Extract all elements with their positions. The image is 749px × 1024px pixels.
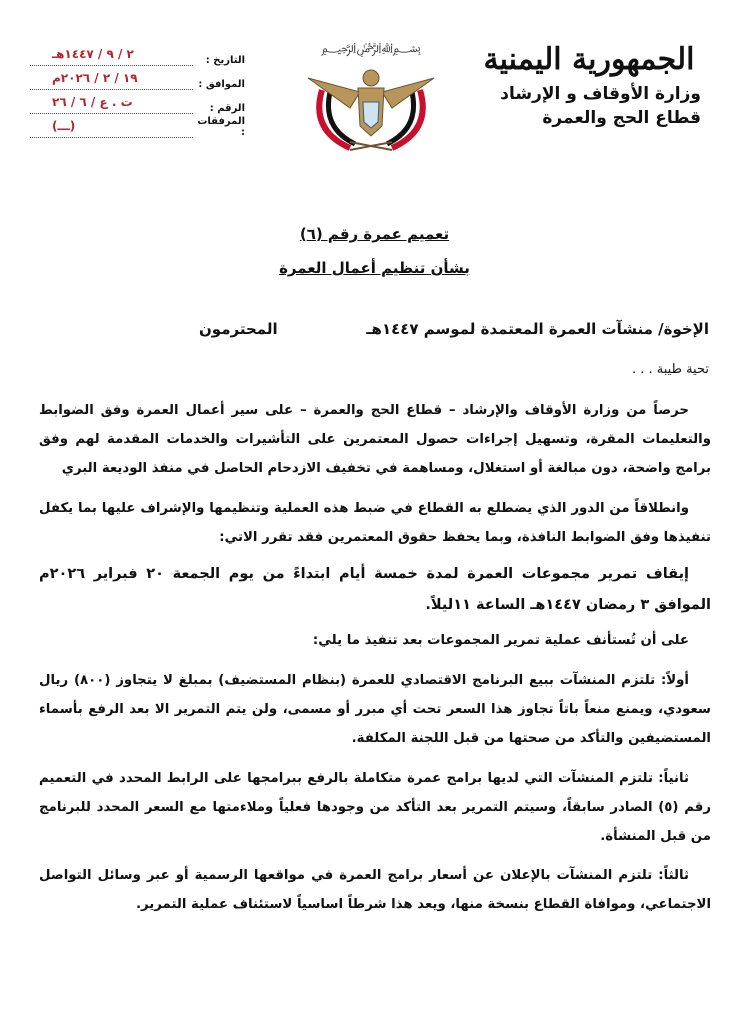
letterhead-issuer [469,38,709,130]
item-text: تلتزم المنشآت بالإعلان عن أسعار برامج العمرة في مواقعها الرسمية أو عبر وسائل التواصل الاجتماعي، وموافاة القطاع بنسخة منها، ويعد هذا شرطاً اساسياً لاستئناف عملية التمرير. [39,868,711,912]
meta-attachments [30,114,245,138]
document-subtitle [0,259,749,277]
item-text: تلتزم المنشآت التي لديها برامج عمرة متكاملة بالرفع ببرامجها على الرابط المحدد في التعميم رقم (٥) الصادر سابقاً، وسيتم التمرير بعد التأكد من وجودها فعلياً وملاءمتها مع السعر المحدد للبرنامج من قبل المنشأة. [39,771,711,844]
greeting: تحية طيبة . . . [632,362,709,377]
meta-value: ١٩ / ٢ / ٢٠٢٦م [30,71,193,90]
meta-label: المرفقات : [197,116,245,138]
honorific: المحترمون [199,320,278,338]
meta-label: الموافق : [198,79,245,90]
decision-paragraph: إيقاف تمرير مجموعات العمرة لمدة خمسة أيام ابتداءً من يوم الجمعة ٢٠ فبراير ٢٠٢٦م الموافق ٣ رمضان ١٤٤٧هـ الساعة ١١ليلاً. [39,566,711,613]
meta-date-gregorian [30,66,245,90]
meta-label: الرقم : [209,103,245,114]
item-first [39,666,711,753]
meta-reference-number [30,90,245,114]
meta-value: ت . ع / ٦ / ٢٦ [30,95,193,114]
republic-name: الجمهورية اليمنية [483,42,695,77]
subtitle-text: بشأن تنظيم أعمال العمرة [279,259,470,277]
meta-value: ٢ / ٩ / ١٤٤٧هـ [30,47,193,66]
item-third [39,861,711,919]
document-title [0,225,749,243]
item-label: ثالثاً: [658,868,689,883]
paragraph-basis: وانطلاقاً من الدور الذي يضطلع به القطاع في ضبط هذه العملية وتنظيمها والإشراف عليها بما يكفل تنفيذها وفق الضوابط النافذة، وبما يحفظ حقوق المعتمرين فقد تقرر الاتي: [39,501,711,545]
item-label: ثانياً: [658,771,689,786]
meta-date-hijri [30,42,245,66]
sector-name: قطاع الحج والعمرة [542,108,701,128]
addressee: الإخوة/ منشآت العمرة المعتمدة لموسم ١٤٤٧هـ [366,320,709,338]
basmala-calligraphy: ﷽ [321,41,421,56]
title-text: تعميم عمرة رقم (٦) [299,225,450,243]
item-label: أولاً: [660,673,689,688]
paragraph-intro: حرصاً من وزارة الأوقاف والإرشاد – قطاع الحج والعمرة – على سير أعمال العمرة وفق الضوابط والتعليمات المقرة، وتسهيل إجراءات حصول المعتمرين على التأشيرات والخدمات المقدمة لهم وفق برامج واضحة، دون مبالغة أو استغلال، ومساهمة في تخفيف الازدحام الحاصل في منفذ الوديعة البري [39,403,711,476]
addressee-line [109,320,709,338]
meta-value: (ـــ) [30,119,193,138]
meta-label: التاريخ : [205,55,245,66]
condition-line: على أن تُستأنف عملية تمرير المجموعات بعد تنفيذ ما يلي: [312,633,689,648]
yemen-emblem-icon [300,30,442,160]
ministry-name: وزارة الأوقاف و الإرشاد [500,84,701,104]
item-text: تلتزم المنشآت ببيع البرنامج الاقتصادي للعمرة (بنظام المستضيف) بمبلغ لا يتجاوز (٨٠٠) ريال سعودي، ويمنع منعاً باتاً تجاوز هذا السعر تحت أي مبرر أو مسمى، ولن يتم التمرير الا بعد الرفع بأسماء المستضيفين والتأكد من صحتها من قبل اللجنة المكلفة. [39,673,711,746]
item-second [39,764,711,851]
document-meta [30,42,245,138]
